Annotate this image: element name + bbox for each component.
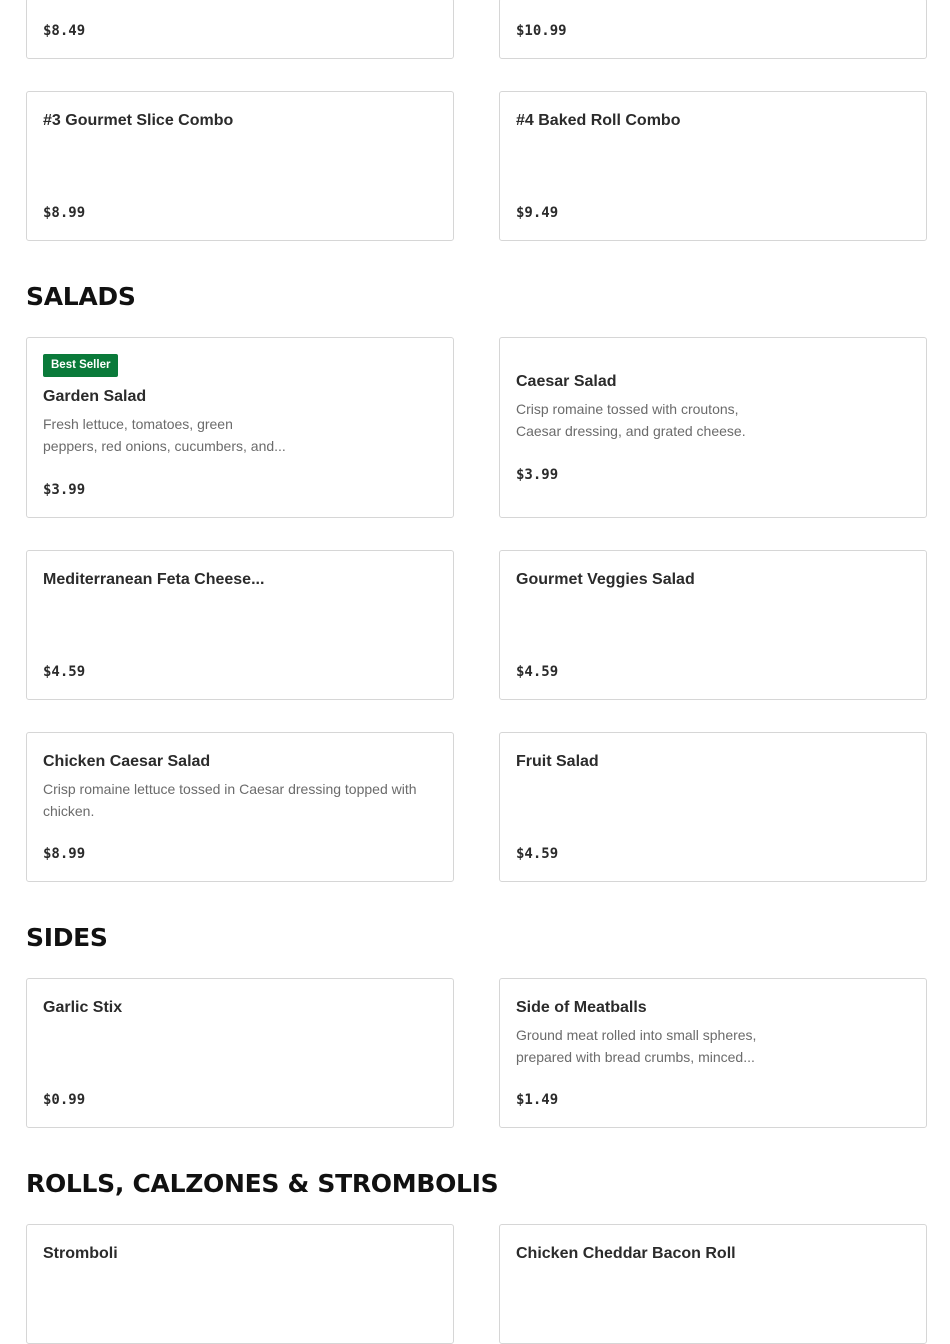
item-price: $8.49 (43, 23, 86, 39)
item-name: Garlic Stix (43, 999, 123, 1016)
item-price: $4.59 (516, 846, 559, 862)
section-title-sides: SIDES (26, 923, 108, 952)
item-price: $0.99 (43, 1092, 86, 1108)
item-description: prepared with bread crumbs, minced... (516, 1049, 755, 1065)
item-name: #3 Gourmet Slice Combo (43, 112, 234, 129)
item-name: Gourmet Veggies Salad (516, 571, 695, 588)
item-description: Caesar dressing, and grated cheese. (516, 423, 746, 439)
item-name: Fruit Salad (516, 753, 599, 770)
item-name: Side of Meatballs (516, 999, 647, 1016)
item-price: $3.99 (43, 482, 86, 498)
item-description: chicken. (43, 803, 95, 819)
menu-item-caesar-salad[interactable] (499, 337, 927, 518)
item-description: Ground meat rolled into small spheres, (516, 1027, 757, 1043)
item-price: $8.99 (43, 846, 86, 862)
item-description: Crisp romaine lettuce tossed in Caesar dressing topped with (43, 781, 417, 797)
menu-item-garlic-stix[interactable] (26, 978, 454, 1128)
menu-item-gourmet-veggies[interactable] (499, 550, 927, 700)
item-name: Chicken Cheddar Bacon Roll (516, 1245, 736, 1262)
combo-card-3[interactable] (26, 91, 454, 241)
item-description: Crisp romaine tossed with croutons, (516, 401, 739, 417)
menu-item-fruit-salad[interactable] (499, 732, 927, 882)
menu-item-chicken-cheddar-bacon-roll[interactable] (499, 1224, 927, 1344)
item-name: Stromboli (43, 1245, 118, 1262)
menu-item-stromboli[interactable] (26, 1224, 454, 1344)
menu-item-garden-salad[interactable] (26, 337, 454, 518)
item-price: $4.59 (516, 664, 559, 680)
item-price: $8.99 (43, 205, 86, 221)
item-name: #4 Baked Roll Combo (516, 112, 681, 129)
combo-card-4[interactable] (499, 91, 927, 241)
combo-card-2[interactable] (499, 0, 927, 59)
section-title-rolls: ROLLS, CALZONES & STROMBOLIS (26, 1169, 499, 1198)
best-seller-badge: Best Seller (43, 354, 118, 377)
item-price: $4.59 (43, 664, 86, 680)
item-name: Garden Salad (43, 388, 147, 405)
menu-item-side-of-meatballs[interactable] (499, 978, 927, 1128)
section-title-salads: SALADS (26, 282, 136, 311)
menu-item-chicken-caesar[interactable] (26, 732, 454, 882)
item-description: Fresh lettuce, tomatoes, green (43, 416, 233, 432)
item-description: peppers, red onions, cucumbers, and... (43, 438, 286, 454)
item-name: Caesar Salad (516, 373, 617, 390)
item-price: $3.99 (516, 467, 559, 483)
item-name: Mediterranean Feta Cheese... (43, 571, 265, 588)
item-name: Chicken Caesar Salad (43, 753, 211, 770)
item-price: $9.49 (516, 205, 559, 221)
menu-item-mediterranean-feta[interactable] (26, 550, 454, 700)
item-price: $10.99 (516, 23, 567, 39)
combo-card-1[interactable] (26, 0, 454, 59)
item-price: $1.49 (516, 1092, 559, 1108)
